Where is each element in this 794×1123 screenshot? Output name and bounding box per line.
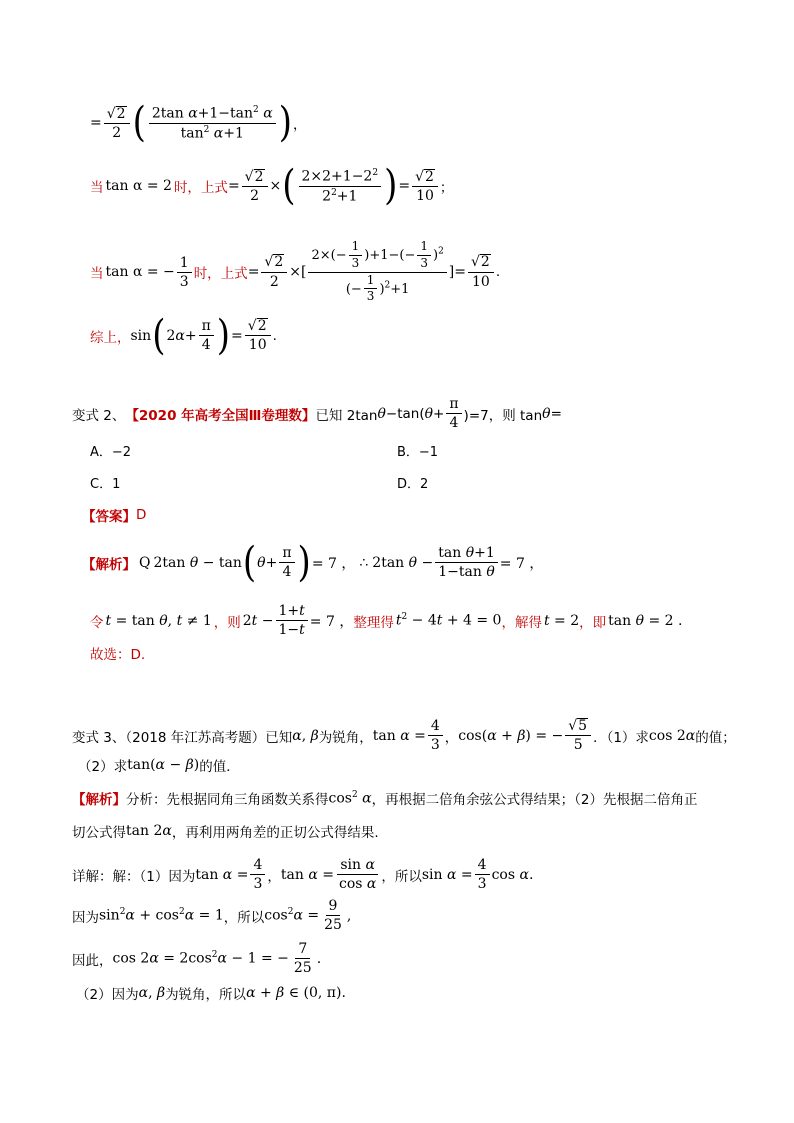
variant3-detail-line-3: 因此， $\cos 2\alpha = 2\cos^2\alpha - 1$ = − $\frac{7}{25}$ . [72,941,322,977]
variant3-detail-line-4: （2）因为 α, β 为锐角，所以 α + β ∈ (0, π). [76,985,346,1003]
variant2-choose: 故选：D. [90,647,146,663]
option-b: B．−1 [397,445,439,460]
option-a: A．−2 [90,445,132,460]
variant2-analysis-line-1: 【解析】 Q 2tan θ − tan ( θ+ $\frac{\pi}{4}$ ) = 7 ， ∴ 2tan θ − $\frac{\text{tan θ+1}}{\text{1−tan θ}}$ = 7 ， [82,538,544,587]
left-paren: ( [132,99,146,148]
variant2-analysis-line-2: 令 t = tan θ, t ≠ 1 ，则 2t − $\frac{1+t}{1-t}$ = 7 ， 整理得 $t^2 - 4t + 4 = 0$ ，解得 t = 2 ，即 tan θ = 2 . [90,603,683,639]
variant3-analysis-line-1: 【解析】 分析：先根据同角三角函数关系得 $\cos^2 \alpha$ ，再根据二倍角余弦公式得结果；（2）先根据二倍角正 [72,789,698,808]
fraction-expression: $\frac{2\tan \alpha+1-\tan^2 \alpha}{\tan^2 \alpha+1}$ [149,105,276,142]
equals-sign: = [90,115,102,132]
variant3-question-line-1: 变式 3、（2018 年江苏高考题）已知 α, β 为锐角， tan α = $\frac{4}{3}$ ， cos(α + β) = − √ 5 5 ．（1）求 cos 2α 的值； [72,718,736,754]
option-c: C．1 [90,477,121,492]
variant3-question-line-2: （2）求 tan(α − β) 的值． [78,757,240,775]
equation-line-3: 当 tan α = − $\frac{1}{3}$ 时， 上式 = √ 2 2 ×[ 2×(− $\frac{1}{3}$ )+1−(− $\frac{1}{3}$ )$^2$ (− $\frac{1}{3}$ )$^2$+1 ]= √ 2 10 . [90,239,501,304]
variant3-detail-line-2: 因为 $\sin^2\alpha + \cos^2\alpha = 1$ ，所以 $\cos^2\alpha$ = $\frac{9}{25}$ , [72,898,352,934]
variant2-question: 变式 2、 【2020 年高考全国Ⅲ卷理数】 已知 2tan θ −tan( θ + $\frac{\pi}{4}$ )=7，则 tan θ = [72,396,562,432]
option-d: D．2 [397,477,429,492]
sqrt2-over-2: √ 2 2 [104,106,130,141]
variant3-analysis-line-2: 切公式得 tan 2α ，再利用两角差的正切公式得结果. [72,823,379,841]
right-paren: ) [278,99,292,148]
equation-line-4: 综上， sin ( 2α+ $\frac{\pi}{4}$ ) = √ 2 10 . [90,311,277,360]
equation-line-2: 当 tan α = 2 时， 上式 = √ 2 2 × ( $\frac{2\times 2+1-2^2}{2^2+1}$ ) = √ 2 10 ； [90,162,454,211]
equation-line-1: = √ 2 2 ( $\frac{2\tan \alpha+1-\tan^2 \alpha}{\tan^2 \alpha+1}$ ) ， [90,99,307,148]
variant2-answer: 【答案】 D [82,507,147,525]
variant3-detail-line-1: 详解：解：（1）因为 tan α = $\frac{4}{3}$ ， tan α = $\frac{\text{sin α}}{\text{cos α}}$ ，所以 sin α = $\frac{4}{3}$ cos α. [72,857,534,893]
